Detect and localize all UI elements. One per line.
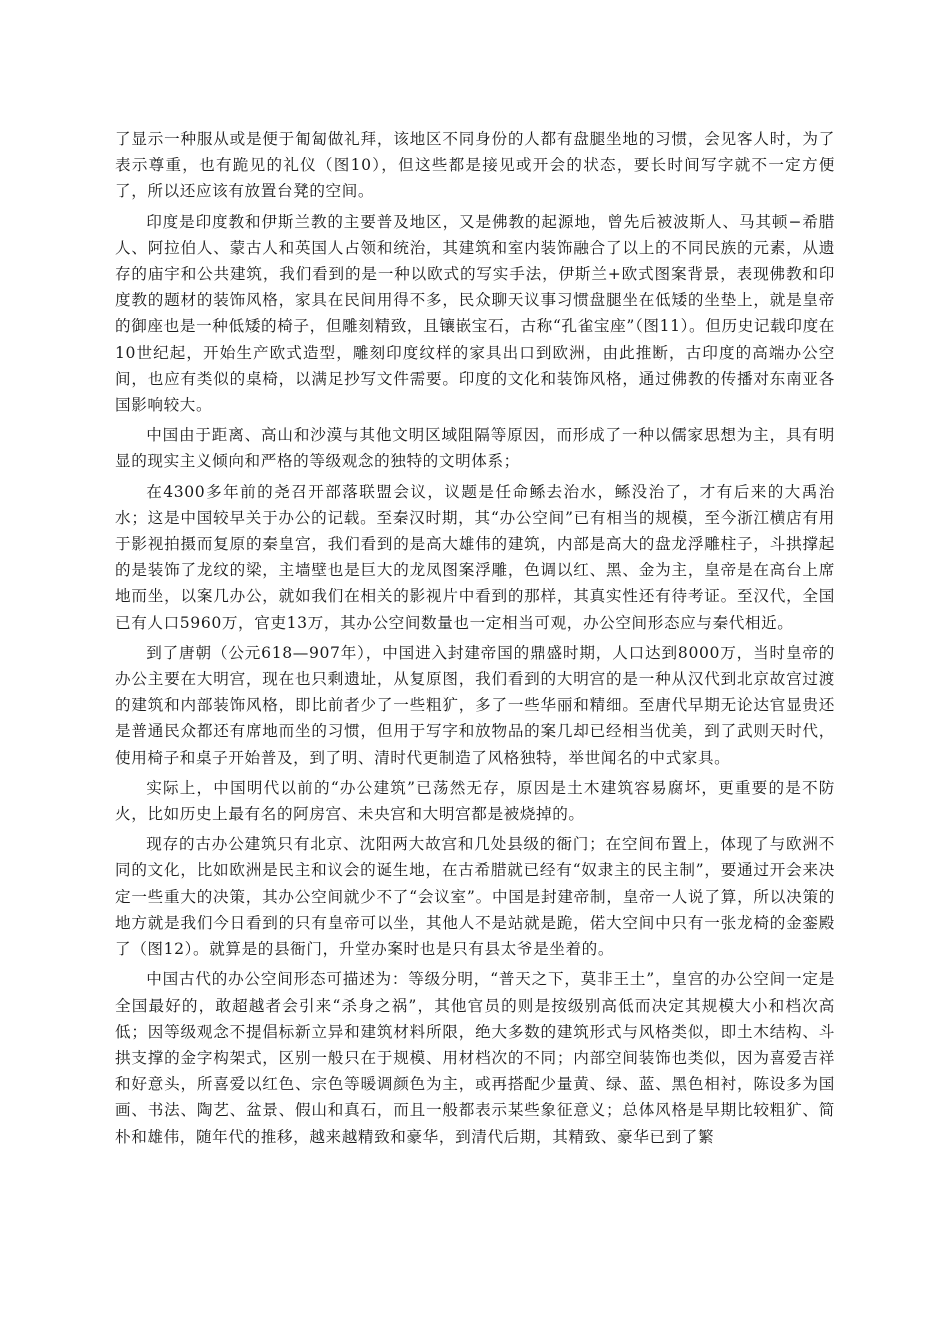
body-text	[115, 126, 835, 1154]
paragraph-tang: 到了唐朝（公元618—907年），中国进入封建帝国的鼎盛时期，人口达到8000万，当时皇帝的办公主要在大明宫，现在也只剩遗址，从复原图，我们看到的大明宫的是一种从汉代到北京故宫过渡的建筑和内部装饰风格，即比前者少了一些粗犷，多了一些华丽和精细。至唐代早期无论达官显贵还是普通民众都还有席地而坐的习惯，但用于写字和放物品的案几却已经相当优美，到了武则天时代，使用椅子和桌子开始普及，到了明、清时代更制造了风格独特，举世闻名的中式家具。	[115, 643, 835, 767]
paragraph-existing-buildings: 现存的古办公建筑只有北京、沈阳两大故宫和几处县级的衙门；在空间布置上，体现了与欧洲不同的文化，比如欧洲是民主和议会的诞生地，在古希腊就已经有“奴隶主的民主制”，要通过开会来决定一些重大的决策，其办公空间就少不了“会议室”。中国是封建帝制，皇帝一人说了算，所以决策的地方就是我们今日看到的只有皇帝可以坐，其他人不是站就是跪，偌大空间中只有一张龙椅的金銮殿了（图12）。就算是的县衙门，升堂办案时也是只有县太爷是坐着的。	[115, 835, 835, 959]
paragraph-china-intro: 中国由于距离、高山和沙漠与其他文明区域阻隔等原因，而形成了一种以儒家思想为主，具有明显的现实主义倾向和严格的等级观念的独特的文明体系；	[115, 426, 835, 471]
paragraph-india: 印度是印度教和伊斯兰教的主要普及地区，又是佛教的起源地，曾先后被波斯人、马其顿−希腊人、阿拉伯人、蒙古人和英国人占领和统治，其建筑和室内装饰融合了以上的不同民族的元素，从遗存的庙宇和公共建筑，我们看到的是一种以欧式的写实手法，伊斯兰+欧式图案背景，表现佛教和印度教的题材的装饰风格，家具在民间用得不多，民众聊天议事习惯盘腿坐在低矮的坐垫上，就是皇帝的御座也是一种低矮的椅子，但雕刻精致，且镶嵌宝石，古称“孔雀宝座”（图11）。但历史记载印度在10世纪起，开始生产欧式造型，雕刻印度纹样的家具出口到欧洲，由此推断，古印度的高端办公空间，也应有类似的桌椅，以满足抄写文件需要。印度的文化和装饰风格，通过佛教的传播对东南亚各国影响较大。	[115, 212, 835, 415]
paragraph-summary: 中国古代的办公空间形态可描述为：等级分明，“普天之下，莫非王土”，皇宫的办公空间一定是全国最好的，敢超越者会引来“杀身之祸”，其他官员的则是按级别高低而决定其规模大小和档次高低；因等级观念不提倡标新立异和建筑材料所限，绝大多数的建筑形式与风格类似，即土木结构、斗拱支撑的金字构架式，区别一般只在于规模、用材档次的不同；内部空间装饰也类似，因为喜爱吉祥和好意头，所喜爱以红色、宗色等暖调颜色为主，或再搭配少量黄、绿、蓝、黑色相衬，陈设多为国画、书法、陶艺、盆景、假山和真石，而且一般都表示某些象征意义；总体风格是早期比较粗犷、简朴和雄伟，随年代的推移，越来越精致和豪华，到清代后期，其精致、豪华已到了繁	[115, 970, 835, 1146]
paragraph-continued: 了显示一种服从或是便于匍匐做礼拜，该地区不同身份的人都有盘腿坐地的习惯，会见客人时，为了表示尊重，也有跪见的礼仪（图10），但这些都是接见或开会的状态，要长时间写字就不一定方便了，所以还应该有放置台凳的空间。	[115, 130, 835, 201]
paragraph-fire: 实际上，中国明代以前的“办公建筑”已荡然无存，原因是土木建筑容易腐坏，更重要的是不防火，比如历史上最有名的阿房宫、未央宫和大明宫都是被烧掉的。	[115, 778, 835, 824]
paragraph-qin-han: 在4300多年前的尧召开部落联盟会议，议题是任命鲧去治水，鲧没治了，才有后来的大禹治水；这是中国较早关于办公的记载。至秦汉时期，其“办公空间”已有相当的规模，至今浙江横店有用于影视拍摄而复原的秦皇宫，我们看到的是高大雄伟的建筑，内部是高大的盘龙浮雕柱子，斗拱撑起的是装饰了龙纹的梁，主墙壁也是巨大的龙凤图案浮雕，色调以红、黑、金为主，皇帝是在高台上席地而坐，以案几办公，就如我们在相关的影视片中看到的那样，其真实性还有待考证。至汉代，全国已有人口5960万，官吏13万，其办公空间数量也一定相当可观，办公空间形态应与秦代相近。	[115, 482, 835, 632]
